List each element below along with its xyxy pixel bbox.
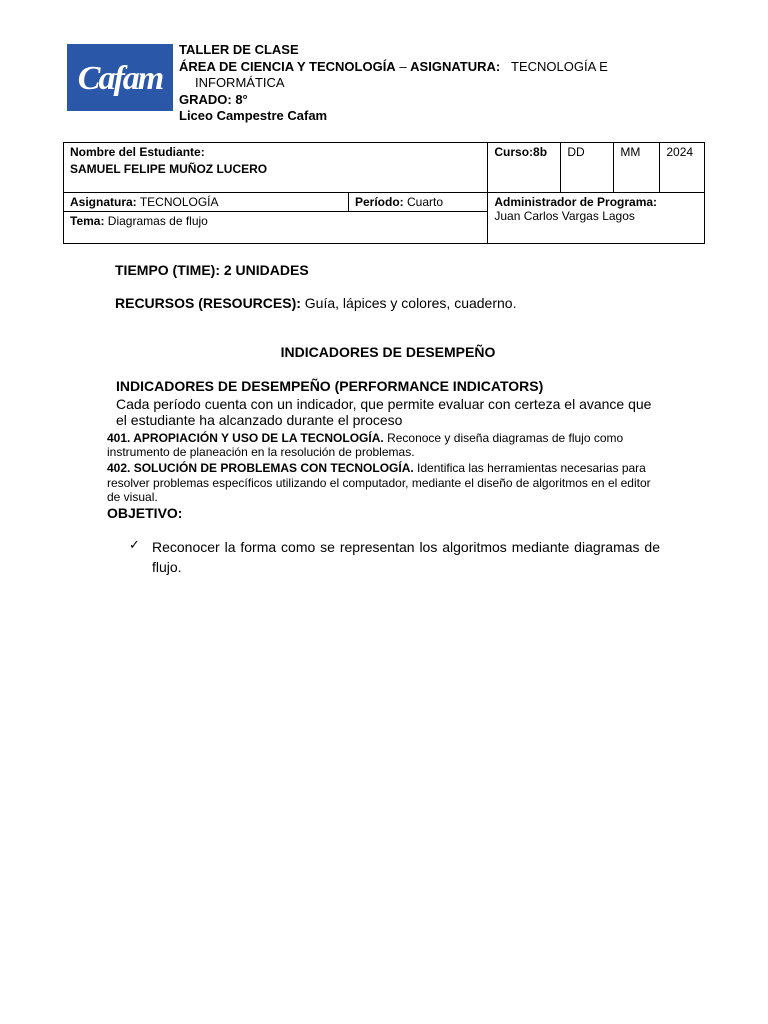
- header-subject-value: TECNOLOGÍA E: [511, 58, 608, 74]
- period-label: Período:: [355, 195, 404, 209]
- indicator-401-title: 401. APROPIACIÓN Y USO DE LA TECNOLOGÍA.: [107, 431, 384, 445]
- indicators-description: Cada período cuenta con un indicador, que permite evaluar con certeza el avance que el estudiante ha alcanzado durante el proceso: [116, 396, 652, 428]
- header-subject-label: ASIGNATURA:: [410, 58, 501, 74]
- header-subject-continued: INFORMÁTICA: [195, 75, 285, 90]
- topic-cell: [64, 212, 488, 244]
- indicators-title: INDICADORES DE DESEMPEÑO: [280, 344, 496, 360]
- time-line: TIEMPO (TIME): 2 UNIDADES: [115, 262, 309, 278]
- svg-text:Cafam: Cafam: [77, 59, 163, 97]
- header-dash: –: [395, 58, 411, 74]
- admin-name: Juan Carlos Vargas Lagos: [494, 209, 635, 223]
- subject-value: TECNOLOGÍA: [139, 195, 219, 209]
- indicator-402-title: 402. SOLUCIÓN DE PROBLEMAS CON TECNOLOGÍA.: [107, 461, 414, 475]
- period-value: Cuarto: [407, 195, 444, 209]
- student-info-table: [63, 142, 705, 244]
- checkmark-icon: ✓: [129, 537, 140, 552]
- resources-line: [115, 295, 516, 311]
- header-title: TALLER DE CLASE: [179, 42, 299, 57]
- subject-label: Asignatura:: [70, 195, 137, 209]
- cafam-logo: [67, 44, 173, 111]
- student-cell: [64, 143, 488, 193]
- student-label: Nombre del Estudiante:: [70, 145, 205, 159]
- topic-label: Tema:: [70, 214, 105, 228]
- admin-label: Administrador de Programa:: [494, 195, 658, 209]
- objective-text: Reconocer la forma como se representan los algoritmos mediante diagramas de flujo.: [152, 539, 660, 575]
- objective-label: OBJETIVO:: [107, 505, 183, 521]
- header-school: Liceo Campestre Cafam: [179, 108, 328, 123]
- indicator-401-text: Reconoce y diseña diagramas de flujo como instrumento de planeación en la resolución de problemas.: [107, 431, 624, 459]
- header-area-name: ÁREA DE CIENCIA Y TECNOLOGÍA: [179, 58, 396, 74]
- period-cell: [349, 193, 488, 212]
- day-cell: DD: [561, 143, 614, 193]
- indicators-subtitle: INDICADORES DE DESEMPEÑO (PERFORMANCE INDICATORS): [116, 378, 544, 394]
- course-cell: Curso:8b: [488, 143, 561, 193]
- indicator-402-text: Identifica las herramientas necesarias para resolver problemas específicos utilizando el computador, mediante el diseño de algoritmos en el editor de visual.: [107, 461, 651, 504]
- indicator-401: [107, 431, 667, 459]
- admin-cell: [488, 193, 705, 244]
- cafam-logo-wordmark: [70, 53, 170, 103]
- document-header: [179, 42, 699, 125]
- header-grade: GRADO: 8°: [179, 91, 248, 107]
- subject-cell: [64, 193, 349, 212]
- resources-label: RECURSOS (RESOURCES):: [115, 295, 301, 311]
- resources-value: Guía, lápices y colores, cuaderno.: [304, 295, 517, 311]
- month-cell: MM: [614, 143, 660, 193]
- year-cell: 2024: [660, 143, 705, 193]
- indicator-402: [107, 461, 667, 505]
- student-name: SAMUEL FELIPE MUÑOZ LUCERO: [70, 162, 268, 176]
- topic-value: Diagramas de flujo: [107, 214, 208, 228]
- header-area: [179, 59, 699, 76]
